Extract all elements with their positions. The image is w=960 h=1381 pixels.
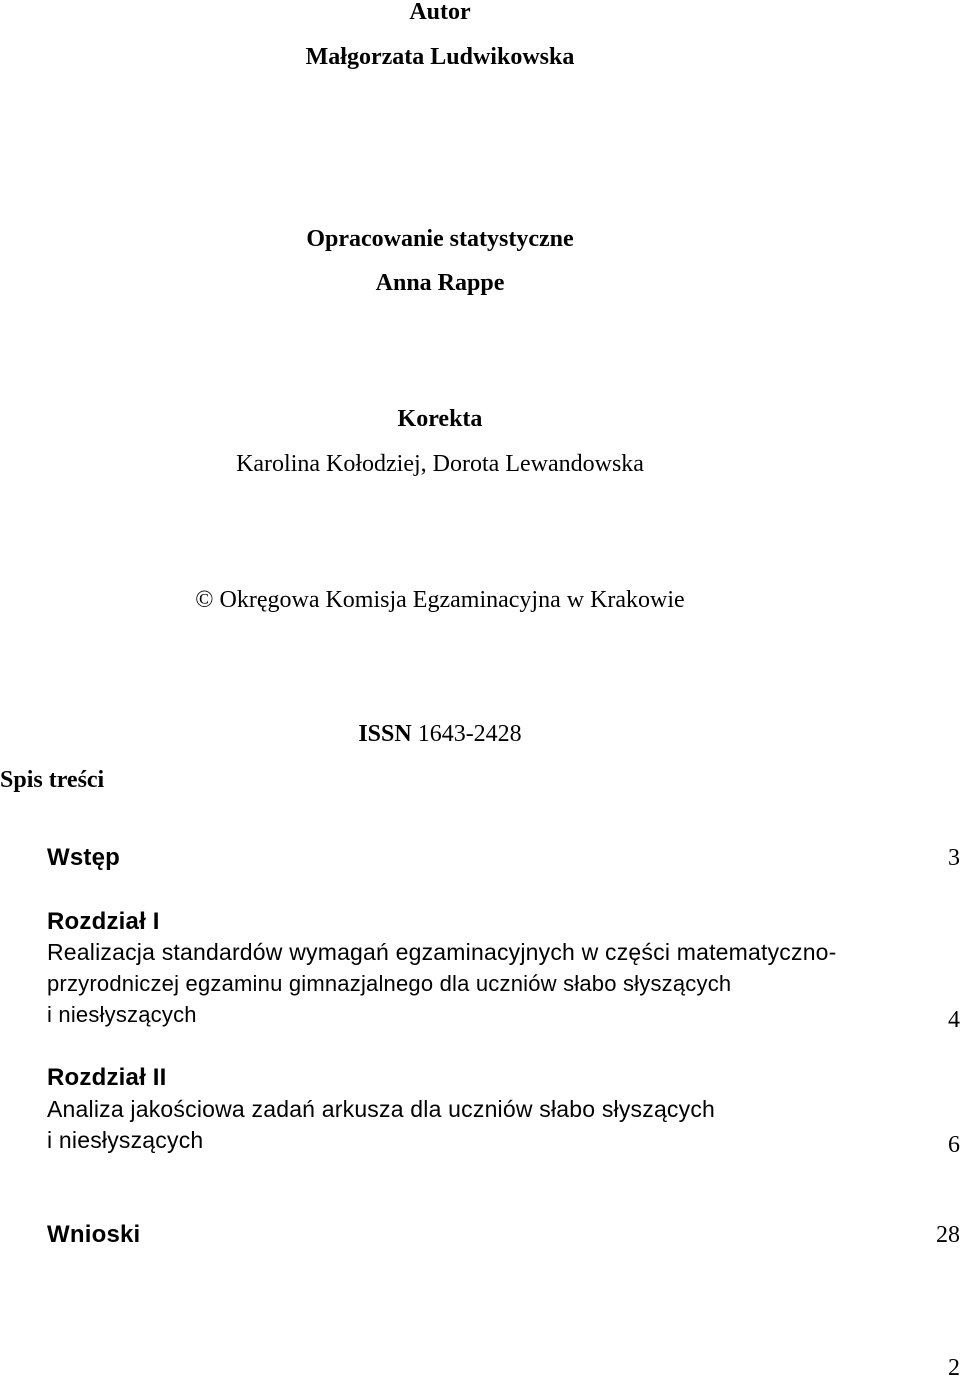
toc-entry-heading: Rozdział I [47, 908, 160, 935]
toc-title: Spis treści [0, 767, 105, 793]
toc-entry-heading: Wstęp [47, 844, 120, 871]
author-name: Małgorzata Ludwikowska [305, 44, 575, 70]
issn-line [0, 722, 880, 746]
toc-entry-line: przyrodniczej egzaminu gimnazjalnego dla uczniów słabo słyszących [47, 971, 732, 996]
stats-name: Anna Rappe [375, 270, 505, 296]
toc-page-number: 4 [948, 1007, 960, 1033]
copyright-symbol: © [195, 587, 214, 613]
issn-number: 1643-2428 [417, 721, 522, 747]
copyright-text: Okręgowa Komisja Egzaminacyjna w Krakowie [219, 587, 685, 613]
toc-entry-line: Realizacja standardów wymagań egzaminacyjnych w części matematyczno- [47, 939, 837, 965]
toc-entry-line: i niesłyszących [47, 1127, 204, 1153]
copyright-line [0, 588, 880, 612]
toc-entry-line: Analiza jakościowa zadań arkusza dla uczniów słabo słyszących [47, 1096, 716, 1122]
stats-heading: Opracowanie statystyczne [306, 226, 574, 252]
toc-page-number: 6 [948, 1132, 960, 1158]
proofreading-heading: Korekta [397, 406, 483, 432]
issn-label: ISSN [358, 721, 412, 747]
toc-entry-heading: Rozdział II [47, 1064, 167, 1091]
toc-entry-heading: Wnioski [47, 1221, 141, 1248]
toc-entry-line: i niesłyszących [47, 1002, 197, 1027]
toc-page-number: 3 [948, 845, 960, 871]
toc-page-number: 28 [936, 1222, 960, 1248]
proofreading-names: Karolina Kołodziej, Dorota Lewandowska [236, 451, 644, 477]
page-number: 2 [948, 1355, 960, 1381]
author-heading: Autor [409, 0, 471, 25]
